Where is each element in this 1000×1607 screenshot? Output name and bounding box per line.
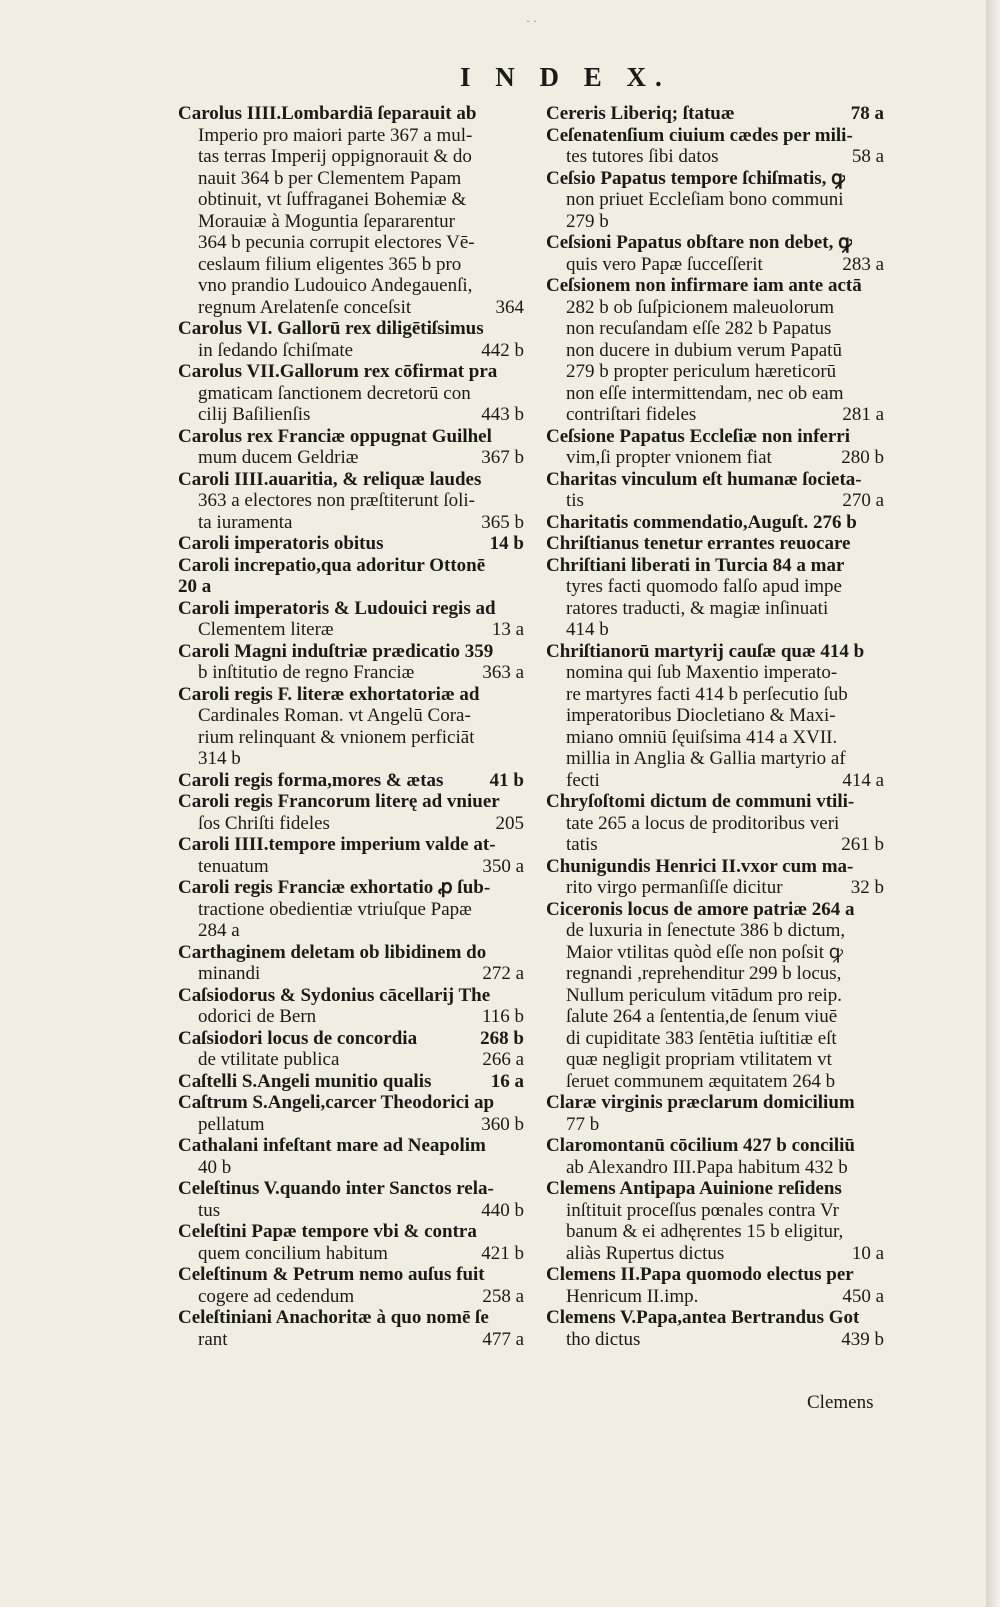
entry-text: Caroli imperatoris & Ludouici regis ad [178, 597, 496, 619]
entry-text: Ceſsio Papatus tempore ſchiſmatis, ꝙ [546, 167, 846, 189]
page-reference: 16 a [490, 1070, 524, 1092]
index-entry-line [178, 641, 524, 663]
entry-text: Chriſtianus tenetur errantes reuocare [546, 533, 851, 554]
entry-text: Chryſoſtomi dictum de communi vtili- [546, 791, 855, 812]
entry-text: quem concilium habitum [198, 1242, 388, 1264]
index-entry-line [546, 1243, 884, 1265]
index-entry-line [546, 662, 884, 684]
entry-text: Clemens Antipapa Auinione reſidens [546, 1178, 842, 1199]
page-reference: 439 b [841, 1328, 884, 1350]
index-entry-line [178, 770, 524, 792]
entry-text: 364 b pecunia corrupit electores Vē- [198, 232, 475, 253]
index-entry-line [178, 426, 524, 448]
left-column [178, 103, 524, 1350]
index-entry-line [178, 1243, 524, 1265]
page-reference: 421 b [481, 1242, 524, 1264]
index-entry-line [546, 1221, 884, 1243]
entry-text: aliàs Rupertus dictus [566, 1242, 725, 1264]
index-entry-line [546, 1200, 884, 1222]
entry-text: fecti [566, 769, 600, 791]
entry-text: inſtituit proceſſus pœnales contra Vr [566, 1199, 839, 1221]
entry-text: tate 265 a locus de proditoribus veri [566, 812, 840, 834]
index-entry-line [546, 103, 884, 125]
entry-text: banum & ei adhęrentes 15 b eligitur, [566, 1221, 844, 1242]
index-entry-line [546, 189, 884, 211]
page-reference: 58 a [851, 146, 884, 167]
entry-text: tatis [566, 834, 598, 855]
entry-text: Caroli Magni induſtriæ prædicatio 359 [178, 640, 494, 662]
page-reference: 14 b [489, 533, 524, 554]
index-entry-line [178, 340, 524, 362]
index-entry-line [546, 791, 884, 813]
index-entry-line [178, 1157, 524, 1179]
entry-text: tis [566, 490, 584, 511]
entry-text: 20 a [178, 576, 212, 597]
catchword: Clemens [807, 1392, 874, 1413]
entry-text: 77 b [566, 1113, 600, 1135]
index-entry-line [178, 598, 524, 620]
entry-text: miano omniū ſęuiſsima 414 a XVII. [566, 726, 838, 748]
index-entry-line [546, 447, 884, 469]
page-reference: 270 a [842, 490, 884, 511]
entry-text: regnum Arelatenſe conceſsit [198, 296, 412, 318]
index-entry-line [546, 834, 884, 856]
index-entry-line [178, 619, 524, 641]
entry-text: Charitatis commendatio,Auguſt. 276 b [546, 511, 857, 533]
entry-text: Carolus VI. Gallorū rex diligētiſsimus [178, 318, 484, 339]
index-entry-line [546, 533, 884, 555]
entry-text: ſalute 264 a ſententia,de ſenum viuē [566, 1006, 838, 1027]
index-entry-line [178, 1071, 524, 1093]
entry-text: cilij Baſilienſis [198, 404, 311, 425]
entry-text: Celeſtinum & Petrum nemo auſus fuit [178, 1264, 485, 1285]
page-reference: 272 a [482, 963, 524, 984]
page-reference: 41 b [489, 769, 524, 791]
index-entry-line [546, 727, 884, 749]
index-entry-line [546, 469, 884, 491]
entry-text: tus [198, 1199, 221, 1221]
index-entry-line [178, 533, 524, 555]
entry-text: quæ negligit propriam vtilitatem vt [566, 1049, 832, 1070]
index-entry-line [546, 963, 884, 985]
entry-text: mum ducem Geldriæ [198, 447, 359, 468]
index-entry-line [546, 1286, 884, 1308]
index-entry-line [546, 770, 884, 792]
entry-text: Ceſsioni Papatus obſtare non debet, ꝙ [546, 232, 853, 253]
page-reference: 13 a [491, 619, 524, 640]
entry-text: 282 b ob ſuſpicionem maleuolorum [566, 296, 835, 318]
index-entry-line [178, 1049, 524, 1071]
index-entry-line [178, 404, 524, 426]
index-entry-line [546, 404, 884, 426]
index-entry-line [178, 275, 524, 297]
entry-text: Caſsiodori locus de concordia [178, 1027, 418, 1049]
index-entry-line [546, 146, 884, 168]
entry-text: odorici de Bern [198, 1006, 317, 1027]
index-entry-line [546, 877, 884, 899]
entry-text: ſos Chriſti fideles [198, 812, 330, 834]
index-entry-line [178, 254, 524, 276]
page-reference: 365 b [481, 511, 524, 533]
index-entry-line [178, 1006, 524, 1028]
index-entry-line [546, 813, 884, 835]
page-reference: 440 b [481, 1199, 524, 1221]
index-entry-line [178, 1307, 524, 1329]
entry-text: rito virgo permanſiſſe dicitur [566, 877, 783, 898]
page-reference: 477 a [482, 1328, 524, 1350]
entry-text: gmaticam ſanctionem decretorū con [198, 382, 471, 404]
index-entry-line [178, 963, 524, 985]
page-reference: 10 a [851, 1242, 884, 1264]
entry-text: b inſtitutio de regno Franciæ [198, 662, 415, 683]
page-edge [986, 0, 1000, 1607]
entry-text: tho dictus [566, 1328, 641, 1350]
index-entry-line [178, 1178, 524, 1200]
entry-text: de vtilitate publica [198, 1049, 340, 1070]
index-entry-line [178, 1028, 524, 1050]
page-reference: 205 [495, 812, 524, 834]
entry-text: 363 a electores non præſtiterunt ſoli- [198, 490, 476, 511]
entry-text: Caroli increpatio,qua adoritur Ottonē [178, 554, 486, 576]
entry-text: Caroli regis F. literæ exhortatoriæ ad [178, 683, 480, 705]
page-reference: 78 a [850, 103, 884, 124]
page-reference: 283 a [842, 253, 884, 275]
entry-text: nauit 364 b per Clementem Papam [198, 167, 462, 189]
entry-text: ratores traducti, & magiæ inſinuati [566, 597, 829, 619]
page-reference: 32 b [850, 877, 884, 898]
entry-text: Ceſenatenſium ciuium cædes per mili- [546, 124, 853, 146]
index-entry-line [546, 1157, 884, 1179]
index-entry-line [178, 985, 524, 1007]
entry-text: Caroli IIII.auaritia, & reliquæ laudes [178, 468, 482, 490]
entry-text: Chriſtiani liberati in Turcia 84 a mar [546, 554, 845, 576]
page-reference: 364 [495, 296, 524, 318]
page-reference: 258 a [482, 1285, 524, 1307]
index-entry-line [178, 318, 524, 340]
index-entry-line [546, 275, 884, 297]
entry-text: tractione obedientiæ vtriuſque Papæ [198, 898, 472, 920]
index-entry-line [546, 125, 884, 147]
index-entry-line [546, 1049, 884, 1071]
entry-text: Ceſsione Papatus Eccleſiæ non inferri [546, 425, 850, 447]
index-entry-line [546, 576, 884, 598]
entry-text: Celeſtini Papæ tempore vbi & contra [178, 1221, 477, 1242]
entry-text: minandi [198, 963, 261, 984]
entry-text: tyres facti quomodo falſo apud impe [566, 576, 842, 597]
index-entry-line [178, 469, 524, 491]
page-reference: 367 b [481, 447, 524, 468]
index-entry-line [546, 1028, 884, 1050]
index-entry-line [178, 125, 524, 147]
entry-text: Caroli regis Francorum literę ad vniuer [178, 791, 500, 812]
index-entry-line [178, 705, 524, 727]
entry-text: Nullum periculum vitādum pro reip. [566, 984, 842, 1006]
page-reference: 363 a [482, 662, 524, 683]
entry-text: ceslaum filium eligentes 365 b pro [198, 253, 462, 275]
index-entry-line [178, 1329, 524, 1351]
index-entry-line [546, 1307, 884, 1329]
entry-text: Maior vtilitas quòd eſſe non poſsit ꝙ [566, 941, 844, 963]
entry-text: nomina qui ſub Maxentio imperato- [566, 662, 838, 683]
entry-text: Carolus VII.Gallorum rex cōfirmat pra [178, 361, 498, 382]
ink-smudge: · · [526, 14, 537, 28]
index-entry-line [546, 232, 884, 254]
entry-text: Ceſsionem non infirmare iam ante actā [546, 275, 862, 296]
page-reference: 442 b [481, 339, 524, 361]
index-entry-line [546, 598, 884, 620]
index-entry-line [546, 1071, 884, 1093]
index-entry-line [178, 555, 524, 577]
entry-text: Charitas vinculum eſt humanæ ſocieta- [546, 468, 862, 490]
index-entry-line [546, 555, 884, 577]
entry-text: 314 b [198, 748, 241, 769]
page-reference: 450 a [842, 1285, 884, 1307]
page-reference: 360 b [481, 1113, 524, 1135]
entry-text: imperatoribus Diocletiano & Maxi- [566, 705, 836, 726]
index-entry-line [546, 684, 884, 706]
index-entry-line [178, 684, 524, 706]
index-entry-line [178, 899, 524, 921]
index-entry-line [178, 103, 524, 125]
index-entry-line [546, 920, 884, 942]
index-entry-line [178, 813, 524, 835]
index-entry-line [178, 146, 524, 168]
entry-text: non ducere in dubium verum Papatū [566, 339, 842, 361]
entry-text: millia in Anglia & Gallia martyrio af [566, 748, 846, 769]
index-entry-line [546, 985, 884, 1007]
index-entry-line [546, 1114, 884, 1136]
entry-text: tas terras Imperij oppignorauit & do [198, 146, 472, 167]
index-entry-line [178, 856, 524, 878]
page-reference: 266 a [482, 1049, 524, 1070]
entry-text: 284 a [198, 920, 240, 941]
index-entry-line [546, 426, 884, 448]
entry-text: Henricum II.imp. [566, 1285, 699, 1307]
entry-text: non priuet Eccleſiam bono communi [566, 189, 844, 210]
index-entry-line [546, 340, 884, 362]
entry-text: Cereris Liberiq; ſtatuæ [546, 103, 735, 124]
index-entry-line [546, 1092, 884, 1114]
entry-text: 414 b [566, 619, 609, 640]
index-entry-line [178, 211, 524, 233]
page-reference: 268 b [480, 1027, 524, 1049]
entry-text: Caſtelli S.Angeli munitio qualis [178, 1070, 432, 1092]
entry-text: Caroli IIII.tempore imperium valde at- [178, 834, 496, 855]
entry-text: Clemens V.Papa,antea Bertrandus Got [546, 1307, 860, 1328]
entry-text: Carthaginem deletam ob libidinem do [178, 941, 487, 963]
entry-text: Caroli imperatoris obitus [178, 533, 384, 554]
entry-text: re martyres facti 414 b perſecutio ſub [566, 683, 848, 705]
index-entry-line [546, 1329, 884, 1351]
index-entry-line [546, 856, 884, 878]
index-entry-line [178, 383, 524, 405]
index-entry-line [546, 942, 884, 964]
entry-text: non recuſandam eſſe 282 b Papatus [566, 318, 832, 339]
page-heading: I N D E X. [460, 62, 671, 92]
index-entry-line [546, 748, 884, 770]
index-entry-line [178, 447, 524, 469]
index-entry-line [178, 1135, 524, 1157]
index-entry-line [546, 211, 884, 233]
index-entry-line [178, 490, 524, 512]
index-entry-line [178, 361, 524, 383]
index-entry-line [178, 748, 524, 770]
entry-text: Clementem literæ [198, 619, 334, 640]
entry-text: Chriſtianorū martyrij cauſæ quæ 414 b [546, 640, 865, 662]
index-entry-line [546, 619, 884, 641]
index-entry-line [546, 705, 884, 727]
page-reference: 350 a [482, 855, 524, 877]
entry-text: Cardinales Roman. vt Angelū Cora- [198, 705, 471, 726]
entry-text: Caſtrum S.Angeli,carcer Theodorici ap [178, 1092, 495, 1113]
index-entry-line [178, 1221, 524, 1243]
page-reference: 116 b [481, 1006, 524, 1027]
entry-text: Chunigundis Henrici II.vxor cum ma- [546, 855, 854, 877]
entry-text: tes tutores ſibi datos [566, 146, 719, 167]
index-entry-line [546, 1135, 884, 1157]
page-reference: 261 b [841, 834, 884, 855]
entry-text: ta iuramenta [198, 511, 293, 533]
index-entry-line [178, 1286, 524, 1308]
index-entry-line [546, 641, 884, 663]
entry-text: quis vero Papæ ſucceſſerit [566, 253, 763, 275]
index-entry-line [178, 791, 524, 813]
index-entry-line [178, 1264, 524, 1286]
index-entry-line [178, 1114, 524, 1136]
index-entry-line [178, 920, 524, 942]
index-entry-line [546, 318, 884, 340]
entry-text: Carolus rex Franciæ oppugnat Guilhel [178, 425, 492, 447]
right-column [546, 103, 884, 1350]
index-entry-line [178, 727, 524, 749]
entry-text: contriſtari fideles [566, 404, 697, 425]
entry-text: Caroli regis forma,mores & ætas [178, 769, 444, 791]
index-entry-line [546, 297, 884, 319]
entry-text: regnandi ,reprehenditur 299 b locus, [566, 963, 842, 984]
entry-text: cogere ad cedendum [198, 1285, 355, 1307]
index-entry-line [178, 1200, 524, 1222]
index-entry-line [546, 254, 884, 276]
entry-text: Caſsiodorus & Sydonius cācellarij The [178, 984, 491, 1006]
page-reference: 443 b [481, 404, 524, 425]
index-entry-line [546, 512, 884, 534]
index-entry-line [546, 361, 884, 383]
index-entry-line [178, 877, 524, 899]
index-entry-line [178, 232, 524, 254]
index-entry-line [546, 1178, 884, 1200]
index-entry-line [178, 1092, 524, 1114]
entry-text: vim,ſi propter vnionem fiat [566, 447, 772, 468]
index-entry-line [546, 490, 884, 512]
index-entry-line [178, 834, 524, 856]
entry-text: Celeſtinus V.quando inter Sanctos rela- [178, 1178, 494, 1199]
entry-text: in ſedando ſchiſmate [198, 339, 354, 361]
entry-text: tenuatum [198, 855, 269, 877]
entry-text: ſeruet communem æquitatem 264 b [566, 1070, 836, 1092]
entry-text: obtinuit, vt ſuffraganei Bohemiæ & [198, 189, 467, 210]
entry-text: Caroli regis Franciæ exhortatio ꝓ ſub- [178, 877, 491, 898]
entry-text: 279 b propter periculum hæreticorū [566, 361, 837, 382]
entry-text: de luxuria in ſenectute 386 b dictum, [566, 920, 846, 941]
entry-text: 279 b [566, 210, 609, 232]
index-entry-line [178, 189, 524, 211]
entry-text: rium relinquant & vnionem perficiāt [198, 726, 475, 748]
entry-text: Cathalani infeſtant mare ad Neapolim [178, 1135, 486, 1156]
entry-text: Celeſtiniani Anachoritæ à quo nomē ſe [178, 1307, 489, 1328]
entry-text: di cupiditate 383 ſentētia iuſtitiæ eſt [566, 1027, 837, 1049]
index-entry-line [178, 576, 524, 598]
index-entry-line [546, 1006, 884, 1028]
page-reference: 414 a [842, 769, 884, 791]
index-entry-line [546, 383, 884, 405]
entry-text: Claromontanū cōcilium 427 b conciliū [546, 1135, 855, 1156]
index-entry-line [546, 168, 884, 190]
index-entry-line [546, 1264, 884, 1286]
entry-text: Imperio pro maiori parte 367 a mul- [198, 124, 473, 146]
entry-text: ab Alexandro III.Papa habitum 432 b [566, 1156, 848, 1178]
entry-text: 40 b [198, 1156, 232, 1178]
index-entry-line [178, 512, 524, 534]
index-entry-line [178, 662, 524, 684]
entry-text: vno prandio Ludouico Andegauenſi, [198, 275, 473, 296]
entry-text: Carolus IIII.Lombardiā ſeparauit ab [178, 103, 477, 124]
entry-text: non eſſe intermittendam, nec ob eam [566, 382, 844, 404]
index-entry-line [178, 297, 524, 319]
page-reference: 281 a [842, 404, 884, 425]
index-entry-line [178, 942, 524, 964]
index-entry-line [546, 899, 884, 921]
index-entry-line [178, 168, 524, 190]
entry-text: Clemens II.Papa quomodo electus per [546, 1264, 854, 1285]
page-reference: 280 b [841, 447, 884, 468]
entry-text: pellatum [198, 1113, 265, 1135]
entry-text: Claræ virginis præclarum domicilium [546, 1092, 855, 1113]
entry-text: Ciceronis locus de amore patriæ 264 a [546, 898, 855, 920]
entry-text: Morauiæ à Moguntia ſepararentur [198, 210, 455, 232]
entry-text: rant [198, 1328, 228, 1350]
